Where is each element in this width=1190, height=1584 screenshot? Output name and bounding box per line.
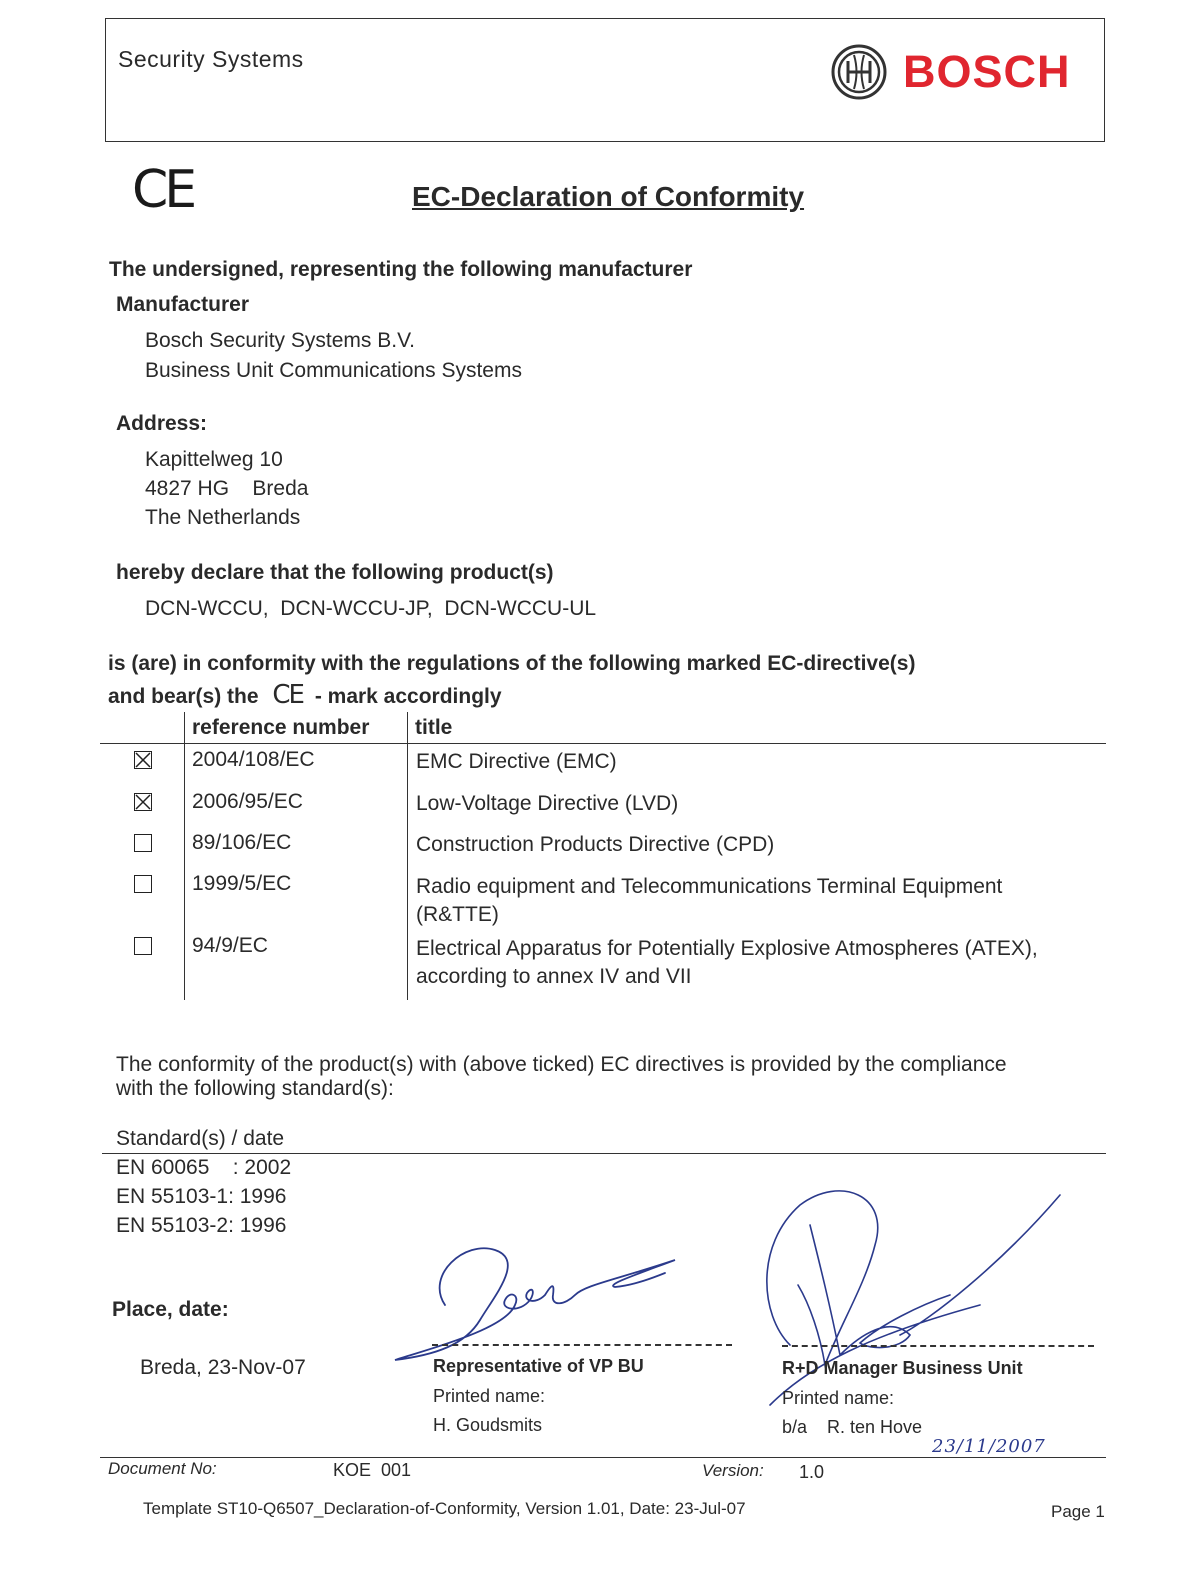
signature-line [782, 1345, 1094, 1347]
document-number: KOE 001 [333, 1460, 412, 1480]
conformity-statement: is (are) in conformity with the regulations of the following marked EC-directive(s) [108, 652, 916, 675]
footer-rule [100, 1457, 1106, 1458]
conformity-before: and bear(s) the [108, 685, 259, 708]
manufacturer-line: Bosch Security Systems B.V. [145, 329, 415, 352]
directive-ref: 1999/5/EC [192, 872, 292, 895]
directive-title-cont: according to annex IV and VII [416, 965, 692, 988]
column-header-reference: reference number [192, 716, 370, 739]
directive-checkbox[interactable] [134, 834, 152, 852]
company-division: Security Systems [118, 46, 304, 72]
conformity-after: - mark accordingly [314, 685, 502, 708]
page-title: EC-Declaration of Conformity [412, 181, 805, 212]
standard-item: EN 55103-2: 1996 [116, 1214, 287, 1237]
bosch-logo-text: BOSCH [903, 46, 1071, 97]
address-line: 4827 HG Breda [145, 477, 309, 500]
standards-rule [102, 1153, 1106, 1154]
directive-title: Radio equipment and Telecommunications Terminal Equipment [416, 875, 1003, 898]
place-date-label: Place, date: [112, 1298, 229, 1321]
column-header-title: title [415, 716, 453, 739]
printed-name-label: Printed name: [433, 1386, 546, 1406]
signatory-role: Representative of VP BU [433, 1356, 644, 1376]
directive-title: EMC Directive (EMC) [416, 750, 617, 773]
manufacturer-line: Business Unit Communications Systems [145, 359, 522, 382]
products-value: DCN-WCCU, DCN-WCCU-JP, DCN-WCCU-UL [145, 597, 597, 620]
printed-name-label: Printed name: [782, 1388, 895, 1408]
ce-mark: CE [132, 160, 194, 220]
address-line: The Netherlands [145, 506, 301, 529]
compliance-text: The conformity of the product(s) with (above ticked) EC directives is provided by the compliance [116, 1053, 1007, 1076]
conformity-statement-2 [108, 680, 502, 710]
table-header-rule [100, 743, 1106, 744]
standard-item: EN 60065 : 2002 [116, 1156, 292, 1179]
directive-checkbox[interactable] [134, 875, 152, 893]
directive-ref: 94/9/EC [192, 934, 268, 957]
signatory-name: H. Goudsmits [433, 1415, 543, 1435]
directive-title: Electrical Apparatus for Potentially Explosive Atmospheres (ATEX), [416, 937, 1038, 960]
intro-text: The undersigned, representing the following manufacturer [109, 258, 693, 281]
version-value: 1.0 [799, 1462, 825, 1482]
directive-ref: 89/106/EC [192, 831, 292, 854]
products-label: hereby declare that the following product(s) [116, 561, 554, 584]
ce-mark-inline: CE [272, 680, 303, 710]
address-line: Kapittelweg 10 [145, 448, 283, 471]
directive-title: Construction Products Directive (CPD) [416, 833, 775, 856]
standard-item: EN 55103-1: 1996 [116, 1185, 287, 1208]
version-label: Version: [702, 1461, 764, 1480]
table-column-divider [184, 712, 185, 1000]
standards-label: Standard(s) / date [116, 1127, 285, 1150]
handwritten-date: 23/11/2007 [932, 1436, 1046, 1457]
directive-ref: 2004/108/EC [192, 748, 315, 771]
directive-checkbox-checked[interactable] [134, 793, 152, 811]
signature-line [432, 1344, 732, 1346]
directive-checkbox[interactable] [134, 937, 152, 955]
template-info: Template ST10-Q6507_Declaration-of-Conformity, Version 1.01, Date: 23-Jul-07 [143, 1499, 746, 1518]
manufacturer-label: Manufacturer [116, 293, 250, 316]
compliance-text-2: with the following standard(s): [116, 1077, 394, 1100]
bosch-armature-icon [830, 43, 888, 106]
address-label: Address: [116, 412, 208, 435]
directive-checkbox-checked[interactable] [134, 751, 152, 769]
signature-goudsmits [385, 1235, 685, 1375]
directive-title-cont: (R&TTE) [416, 903, 499, 926]
signatory-name: b/a R. ten Hove [782, 1417, 923, 1437]
directive-title: Low-Voltage Directive (LVD) [416, 792, 679, 815]
table-column-divider [407, 712, 408, 1000]
document-number-label: Document No: [108, 1459, 217, 1478]
place-date-value: Breda, 23-Nov-07 [140, 1356, 306, 1379]
page-number: Page 1 [1051, 1502, 1105, 1521]
directive-ref: 2006/95/EC [192, 790, 303, 813]
signatory-role: R+D Manager Business Unit [782, 1358, 1023, 1378]
